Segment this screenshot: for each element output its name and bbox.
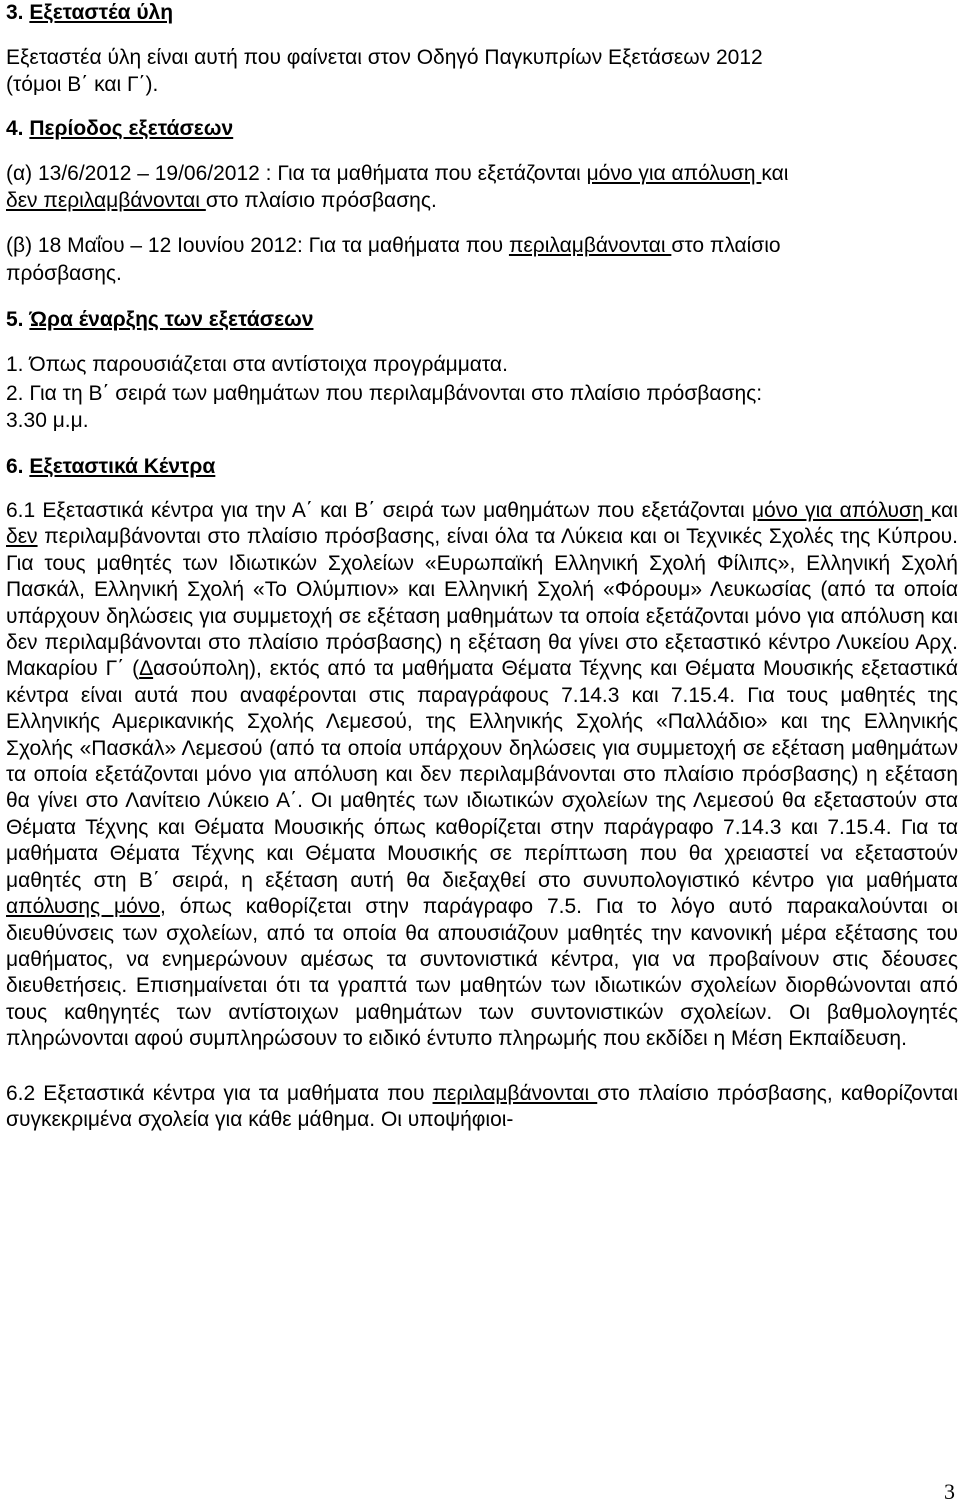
paragraph-6-1 [6,498,958,1053]
p61-text-d: ασούπολη), εκτός από τα μαθήματα Θέματα Τέχνης και Θέματα Μουσικής εξεταστικά κέντρα είναι αυτά που αναφέρονται στις παραγράφους 7.14.3 και 7.15.4. Για τους μαθητές της Ελληνικής Αμερικανικής Σχολής Λεμεσού, της Ελληνικής Σχολής «Παλλάδιο» και της Ελληνικής Σχολής «Πασκάλ» Λεμεσού (από τα οποία υπάρχουν δηλώσεις για συμμετοχή σε εξέταση μαθημάτων τα οποία εξετάζονται μόνο για απόλυση και δεν περιλαμβάνονται στο πλαίσιο πρόσβασης) η εξέταση θα γίνει στο Λανίτειο Λύκειο Α΄. Οι μαθητές των ιδιωτικών σχολείων της Λεμεσού θα εξεταστούν στα Θέματα Τέχνης και Θέματα Μουσικής όπως καθορίζεται στην παράγραφο 7.14.3 και 7.15.4. Για τα μαθήματα Θέματα Τέχνης και Θέματα Μουσικής σε περίπτωση που θα χρειαστεί να εξεταστούν μαθητές στη Β΄ σειρά, η εξέταση αυτή θα διεξαχθεί στο συνυπολογιστικό κέντρο για μαθήματα [6,657,959,892]
paragraph-6-2 [6,1081,958,1134]
section-5-heading [6,307,958,333]
p61-underlined-4: απόλυσης μόνο [6,895,161,919]
item-a-text-3: στο πλαίσιο πρόσβασης. [205,189,437,212]
p61-text-a: 6.1 Εξεταστικά κέντρα για την Α΄ και Β΄ σειρά των μαθημάτων που εξετάζονται [6,499,752,522]
p61-text-b: και [930,499,958,522]
section-3-title: Εξεταστέα ύλη [29,1,174,24]
section-6-number: 6. [6,455,24,478]
section-3-text-line-1: Εξεταστέα ύλη είναι αυτή που φαίνεται στον Οδηγό Παγκυπρίων Εξετάσεων 2012 [6,46,763,69]
section-4-number: 4. [6,117,24,140]
document-page [6,0,958,1133]
p61-text-e: , όπως καθορίζεται στην παράγραφο 7.5. Για το λόγο αυτό παρακαλούνται οι διευθύνσεις των σχολείων, από τα οποία θα απουσιάζουν μαθητές την κανονική μέρα εξέτασης του μαθήματος, να ενημερώνουν αμέσως τα συντονιστικά κέντρα, για να προβαίνουν στις δέουσες διευθετήσεις. Επισημαίνεται ότι τα γραπτά των μαθητών των ιδιωτικών σχολείων διορθώνονται από τους καθηγητές των αντίστοιχων μαθημάτων των συντονιστικών σχολείων. Οι βαθμολογητές πληρώνονται αφού συμπληρώσουν το ειδικό έντυπο πληρωμής που εκδίδει η Μέση Εκπαίδευση. [6,895,958,1051]
section-4-title: Περίοδος εξετάσεων [29,117,234,140]
section-5-item-2-cont: 3.30 μ.μ. [6,409,89,432]
section-6-heading [6,454,958,480]
p61-text-c: περιλαμβάνονται στο πλαίσιο πρόσβασης, είναι όλα τα Λύκεια και οι Τεχνικές Σχολές της Κύπρου. Για τους μαθητές των Ιδιωτικών Σχολείων «Ευρωπαϊκή Ελληνική Σχολή Φίλιπς», Ελληνική Σχολή Πασκάλ, Ελληνική Σχολή «Το Ολύμπιον» και Ελληνική Σχολή «Φόρουμ» Λευκωσίας (από τα οποία υπάρχουν δηλώσεις για συμμετοχή σε εξέταση μαθημάτων τα οποία εξετάζονται μόνο για απόλυση και δεν περιλαμβάνονται στο πλαίσιο πρόσβασης) η εξέταση θα γίνει στο εξεταστικό κέντρο Λυκείου Αρχ. Μακαρίου Γ΄ ( [6,525,958,681]
p61-underlined-2: δεν [6,525,38,549]
p62-text-b: στο πλαίσιο πρόσβασης, καθορίζονται συγκεκριμένα σχολεία για κάθε μάθημα. Οι υποψήφιοι- [6,1081,958,1131]
section-4-item-a [6,161,958,187]
item-a-underlined-2: δεν περιλαμβάνονται [6,189,206,212]
page-number: 3 [944,1479,955,1504]
section-5-number: 5. [6,308,24,331]
section-3-number: 3. [6,1,24,24]
item-b-underlined-1: περιλαμβάνονται [508,234,672,257]
item-a-text-1: (α) 13/6/2012 – 19/06/2012 : Για τα μαθήματα που εξετάζονται [6,162,587,185]
section-5-title: Ώρα έναρξης των εξετάσεων [29,308,314,331]
p62-text-a: 6.2 Εξεταστικά κέντρα για τα μαθήματα που [6,1081,433,1105]
item-b-text-1: (β) 18 Μαΐου – 12 Ιουνίου 2012: Για τα μαθήματα που [6,234,509,257]
item-b-text-2: στο πλαίσιο [671,234,781,257]
section-4-item-b-cont: πρόσβασης. [6,262,122,285]
section-5-item-1: 1. Όπως παρουσιάζεται στα αντίστοιχα προγράμματα. [6,353,508,376]
p61-underlined-3: Δ [139,657,154,681]
section-4-item-a-cont [6,188,958,214]
item-a-underlined-1: μόνο για απόλυση [586,162,762,185]
section-6-title: Εξεταστικά Κέντρα [29,455,216,478]
section-4-item-b [6,233,958,259]
section-3-text-line-2: (τόμοι Β΄ και Γ΄). [6,73,159,96]
section-5-item-2: 2. Για τη Β΄ σειρά των μαθημάτων που περιλαμβάνονται στο πλαίσιο πρόσβασης: [6,382,763,405]
p62-underlined-1: περιλαμβάνονται [432,1081,598,1105]
p61-underlined-1: μόνο για απόλυση [751,499,931,522]
section-4-heading [6,116,958,142]
item-a-text-2: και [761,162,789,185]
section-3-heading [6,0,958,26]
